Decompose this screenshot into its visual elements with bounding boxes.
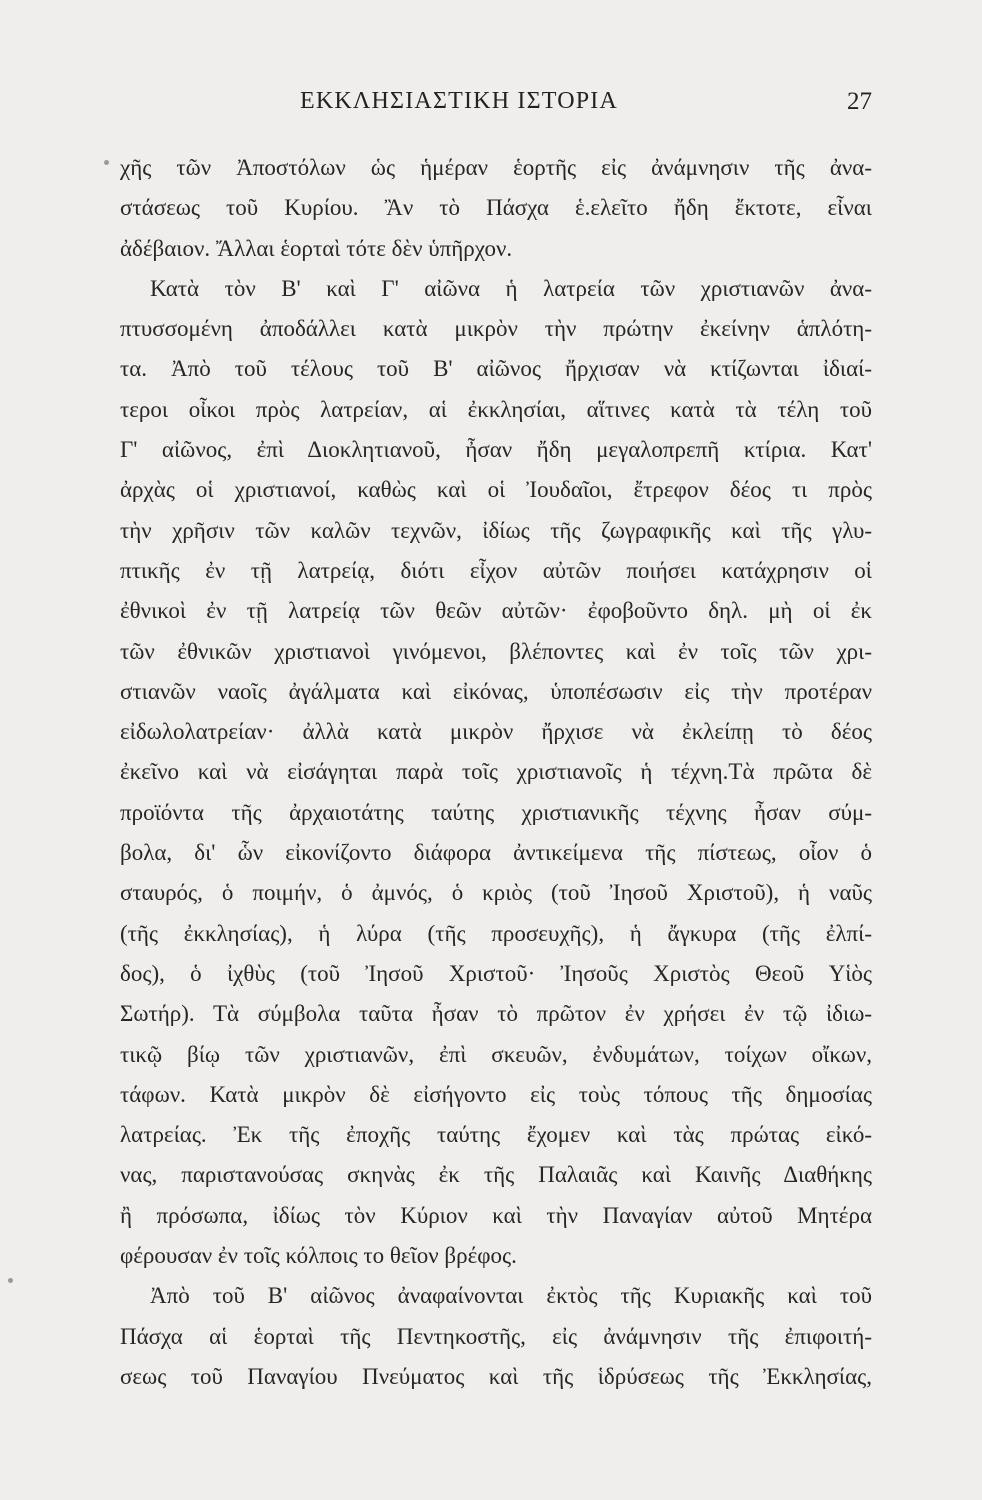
text-line: τάφων. Κατὰ μικρὸν δὲ εἰσήγοντο εἰς τοὺς τόπους τῆς δημοσίας bbox=[120, 1081, 872, 1107]
text-line: ἢ πρόσωπα, ἰδίως τὸν Κύριον καὶ τὴν Παναγίαν αὐτοῦ Μητέρα bbox=[120, 1202, 872, 1228]
text-line: ἐκεῖνο καὶ νὰ εἰσάγηται παρὰ τοῖς χριστιανοῖς ἡ τέχνη.Τὰ πρῶτα δὲ bbox=[120, 759, 872, 785]
text-line: δος), ὁ ἰχθὺς (τοῦ Ἰησοῦ Χριστοῦ· Ἰησοῦς Χριστὸς Θεοῦ Υἱὸς bbox=[120, 960, 872, 986]
text-line: Ἀπὸ τοῦ Β' αἰῶνος ἀναφαίνονται ἐκτὸς τῆς Κυριακῆς καὶ τοῦ bbox=[150, 1283, 872, 1309]
page-header bbox=[120, 88, 872, 124]
text-line: σεως τοῦ Παναγίου Πνεύματος καὶ τῆς ἱδρύσεως τῆς Ἐκκλησίας, bbox=[120, 1363, 872, 1389]
text-line: τεροι οἶκοι πρὸς λατρείαν, αἱ ἐκκλησίαι, αἵτινες κατὰ τὰ τέλη τοῦ bbox=[120, 396, 872, 422]
text-line: στιανῶν ναοῖς ἀγάλματα καὶ εἰκόνας, ὑποπέσωσιν εἰς τὴν προτέραν bbox=[120, 678, 872, 704]
text-line: τὴν χρῆσιν τῶν καλῶν τεχνῶν, ἰδίως τῆς ζωγραφικῆς καὶ τῆς γλυ- bbox=[120, 517, 872, 543]
text-line: λατρείας. Ἐκ τῆς ἐποχῆς ταύτης ἔχομεν καὶ τὰς πρώτας εἰκό- bbox=[120, 1122, 872, 1148]
text-line: τικῷ βίῳ τῶν χριστιανῶν, ἐπὶ σκευῶν, ἐνδυμάτων, τοίχων οἴκων, bbox=[120, 1041, 872, 1067]
text-line: προϊόντα τῆς ἀρχαιοτάτης ταύτης χριστιανικῆς τέχνης ἦσαν σύμ- bbox=[120, 799, 872, 825]
text-line: Πάσχα αἱ ἑορταὶ τῆς Πεντηκοστῆς, εἰς ἀνάμνησιν τῆς ἐπιφοιτή- bbox=[120, 1323, 872, 1349]
text-line: βολα, δι' ὧν εἰκονίζοντο διάφορα ἀντικείμενα τῆς πίστεως, οἷον ὁ bbox=[120, 840, 872, 866]
paper-speck bbox=[104, 160, 109, 165]
text-line: Γ' αἰῶνος, ἐπὶ Διοκλητιανοῦ, ἦσαν ἤδη μεγαλοπρεπῆ κτίρια. Κατ' bbox=[120, 437, 872, 463]
page-number: 27 bbox=[847, 88, 872, 115]
running-title: ΕΚΚΛΗΣΙΑΣΤΙΚΗ ΙΣΤΟΡΙΑ bbox=[300, 88, 619, 114]
text-line: χῆς τῶν Ἀποστόλων ὡς ἡμέραν ἑορτῆς εἰς ἀνάμνησιν τῆς ἀνα- bbox=[120, 155, 872, 180]
text-line: Σωτήρ). Τὰ σύμβολα ταῦτα ἦσαν τὸ πρῶτον ἐν χρήσει ἐν τῷ ἰδιω- bbox=[120, 1001, 872, 1027]
text-line: πτυσσομένη ἀποδάλλει κατὰ μικρὸν τὴν πρώτην ἐκείνην ἁπλότη- bbox=[120, 316, 872, 342]
paper-speck bbox=[8, 1278, 13, 1283]
text-line: Κατὰ τὸν Β' καὶ Γ' αἰῶνα ἡ λατρεία τῶν χριστιανῶν ἀνα- bbox=[150, 275, 872, 301]
text-line: ἐθνικοὶ ἐν τῇ λατρείᾳ τῶν θεῶν αὐτῶν· ἐφοβοῦντο δηλ. μὴ οἱ ἐκ bbox=[120, 598, 872, 624]
text-line: στάσεως τοῦ Κυρίου. Ἂν τὸ Πάσχα ἑ.ελεῖτο ἤδη ἔκτοτε, εἶναι bbox=[120, 195, 872, 221]
text-line: πτικῆς ἐν τῇ λατρείᾳ, διότι εἶχον αὐτῶν ποιήσει κατάχρησιν οἱ bbox=[120, 557, 872, 583]
text-line: νας, παριστανούσας σκηνὰς ἐκ τῆς Παλαιᾶς καὶ Καινῆς Διαθήκης bbox=[120, 1162, 872, 1188]
body-text bbox=[120, 148, 872, 1397]
text-line: ἀρχὰς οἱ χριστιανοί, καθὼς καὶ οἱ Ἰουδαῖοι, ἔτρεφον δέος τι πρὸς bbox=[120, 477, 872, 503]
text-line: εἰδωλολατρείαν· ἀλλὰ κατὰ μικρὸν ἤρχισε νὰ ἐκλείπῃ τὸ δέος bbox=[120, 719, 872, 745]
text-line: σταυρός, ὁ ποιμήν, ὁ ἀμνός, ὁ κριὸς (τοῦ Ἰησοῦ Χριστοῦ), ἡ ναῦς bbox=[120, 880, 872, 906]
text-line: ἀδέβαιον. Ἄλλαι ἑορταὶ τότε δὲν ὑπῆρχον. bbox=[120, 235, 513, 261]
text-line: τῶν ἐθνικῶν χριστιανοὶ γινόμενοι, βλέποντες καὶ ἐν τοῖς τῶν χρι- bbox=[120, 638, 872, 664]
text-line: τα. Ἀπὸ τοῦ τέλους τοῦ Β' αἰῶνος ἤρχισαν νὰ κτίζωνται ἰδιαί- bbox=[120, 356, 872, 382]
text-line: φέρουσαν ἐν τοῖς κόλποις το θεῖον βρέφος. bbox=[120, 1243, 517, 1269]
text-line: (τῆς ἐκκλησίας), ἡ λύρα (τῆς προσευχῆς), ἡ ἄγκυρα (τῆς ἐλπί- bbox=[120, 920, 872, 946]
